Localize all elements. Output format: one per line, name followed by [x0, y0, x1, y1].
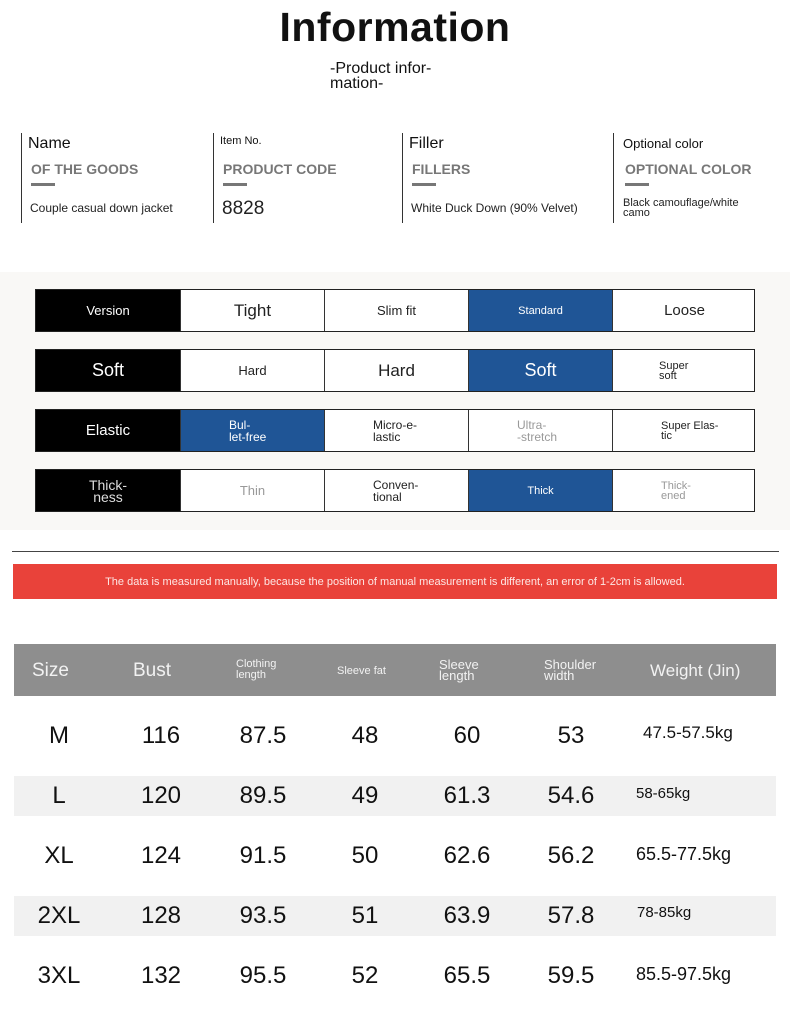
attribute-option-selected: Thick	[468, 470, 612, 511]
attribute-label-line: Thick-	[88, 476, 128, 493]
attribute-option-line: Bul-	[229, 417, 251, 432]
page-subtitle	[330, 61, 480, 91]
page-title: Information	[279, 4, 511, 50]
attribute-label: Elastic	[36, 410, 180, 451]
info-underline	[31, 183, 55, 186]
cell-shoulder: 56.2	[547, 842, 595, 869]
table-row	[14, 836, 776, 876]
header-line: Shoulder	[544, 657, 597, 672]
info-name-column	[21, 133, 212, 223]
cell-sleeve-fat: 49	[351, 782, 379, 809]
attribute-option-line: Conven-	[373, 477, 419, 492]
attribute-option-line: Ultra-	[517, 417, 547, 432]
cell-size: L	[52, 782, 66, 809]
cell-size: M	[49, 722, 69, 749]
cell-weight: 65.5-77.5kg	[636, 844, 732, 864]
attribute-label-line: ness	[93, 488, 123, 505]
header-sleeve-length	[439, 659, 479, 681]
cell-sleeve-fat: 50	[351, 842, 379, 869]
info-code-column	[213, 133, 399, 223]
attribute-label: Version	[36, 290, 180, 331]
attribute-option-selected: Soft	[468, 350, 612, 391]
cell-size: 3XL	[37, 962, 81, 989]
attribute-option-line: Super	[659, 359, 689, 372]
cell-length: 93.5	[239, 902, 287, 929]
attribute-option-selected: Standard	[468, 290, 612, 331]
attribute-option-line: Super Elas-	[661, 419, 719, 432]
table-row	[14, 896, 776, 936]
info-value-line: Black camouflage/white	[623, 197, 739, 209]
attribute-option	[612, 350, 756, 391]
header-line: Sleeve	[439, 657, 479, 672]
cell-sleeve-length: 63.9	[443, 902, 491, 929]
attribute-option	[324, 410, 468, 451]
attribute-option	[324, 470, 468, 511]
info-filler-column	[402, 133, 608, 223]
attribute-option-line: -stretch	[517, 429, 558, 444]
header-shoulder-width	[544, 659, 596, 681]
cell-sleeve-fat: 51	[351, 902, 379, 929]
attribute-option-line: Micro-e-	[373, 417, 417, 432]
attribute-option: Thin	[180, 470, 324, 511]
info-heading: FILLERS	[412, 161, 471, 177]
attribute-option: Slim fit	[324, 290, 468, 331]
attribute-row-elastic	[35, 409, 755, 452]
header-clothing-length	[236, 659, 276, 681]
info-value: White Duck Down (90% Velvet)	[411, 201, 578, 215]
info-value: Couple casual down jacket	[30, 201, 173, 215]
attribute-row-softness	[35, 349, 755, 392]
attribute-option-selected	[180, 410, 324, 451]
attribute-option: Loose	[612, 290, 756, 331]
info-name-label: Optional color	[623, 136, 704, 151]
cell-sleeve-length: 62.6	[443, 842, 491, 869]
header-line: Clothing	[236, 658, 277, 670]
attribute-option-line: lastic	[373, 429, 401, 444]
info-underline	[223, 183, 247, 186]
cell-length: 89.5	[239, 782, 287, 809]
section-divider	[12, 551, 779, 552]
subtitle-line: mation-	[330, 75, 384, 92]
info-name-label: Filler	[409, 135, 444, 152]
info-value-line: camo	[623, 207, 650, 219]
cell-shoulder: 53	[557, 722, 585, 749]
header-weight: Weight (Jin)	[650, 661, 741, 680]
size-table	[14, 644, 776, 996]
cell-sleeve-length: 61.3	[443, 782, 491, 809]
cell-shoulder: 59.5	[547, 962, 595, 989]
header-sleeve-fat: Sleeve fat	[337, 665, 386, 677]
cell-bust: 124	[140, 842, 182, 869]
table-row	[14, 776, 776, 816]
cell-weight: 78-85kg	[637, 904, 692, 921]
cell-weight: 58-65kg	[636, 785, 691, 802]
cell-size: 2XL	[37, 902, 81, 929]
attribute-option-line: let-free	[229, 429, 267, 444]
attribute-row-version	[35, 289, 755, 332]
header-line: length	[236, 669, 266, 681]
header-bust: Bust	[133, 660, 172, 681]
info-color-column	[613, 133, 774, 223]
cell-sleeve-fat: 52	[351, 962, 379, 989]
header-line: length	[439, 668, 475, 683]
table-header	[14, 644, 776, 696]
info-heading: OPTIONAL COLOR	[625, 161, 752, 177]
cell-shoulder: 54.6	[547, 782, 595, 809]
cell-length: 87.5	[239, 722, 287, 749]
table-row	[14, 956, 776, 996]
header-line: width	[544, 668, 575, 683]
attribute-option-line: tic	[661, 429, 672, 442]
cell-size: XL	[44, 842, 74, 869]
attribute-row-thickness	[35, 469, 755, 512]
attribute-label: Soft	[36, 350, 180, 391]
info-underline	[625, 183, 649, 186]
attribute-option: Hard	[324, 350, 468, 391]
info-value: 8828	[222, 198, 265, 219]
info-heading: PRODUCT CODE	[223, 161, 337, 177]
cell-length: 95.5	[239, 962, 287, 989]
attribute-option	[612, 470, 756, 511]
cell-weight: 85.5-97.5kg	[636, 964, 732, 984]
cell-bust: 120	[140, 782, 182, 809]
attribute-option-line: soft	[659, 369, 677, 382]
cell-sleeve-fat: 48	[351, 722, 379, 749]
attribute-option-line: Thick-	[661, 479, 691, 492]
cell-weight: 47.5-57.5kg	[643, 723, 733, 742]
header-size: Size	[32, 660, 69, 681]
cell-sleeve-length: 60	[453, 722, 481, 749]
attribute-option	[612, 410, 756, 451]
measurement-notice: The data is measured manually, because the position of manual measurement is different, an error of 1-2cm is allowed.	[13, 564, 777, 599]
attribute-option-line: ened	[661, 489, 686, 502]
info-underline	[412, 183, 436, 186]
attribute-option	[468, 410, 612, 451]
info-heading: OF THE GOODS	[31, 161, 139, 177]
info-name-label: Name	[28, 135, 71, 152]
info-value	[623, 198, 763, 218]
attribute-option: Hard	[180, 350, 324, 391]
table-row	[14, 716, 776, 756]
cell-bust: 128	[140, 902, 182, 929]
cell-shoulder: 57.8	[547, 902, 595, 929]
attribute-label	[36, 470, 180, 511]
cell-bust: 116	[141, 722, 181, 749]
info-name-label: Item No.	[220, 135, 262, 147]
attribute-option-line: tional	[373, 489, 402, 504]
cell-sleeve-length: 65.5	[443, 962, 491, 989]
subtitle-line: -Product infor-	[330, 60, 432, 77]
cell-length: 91.5	[239, 842, 287, 869]
cell-bust: 132	[140, 962, 182, 989]
attribute-option: Tight	[180, 290, 324, 331]
